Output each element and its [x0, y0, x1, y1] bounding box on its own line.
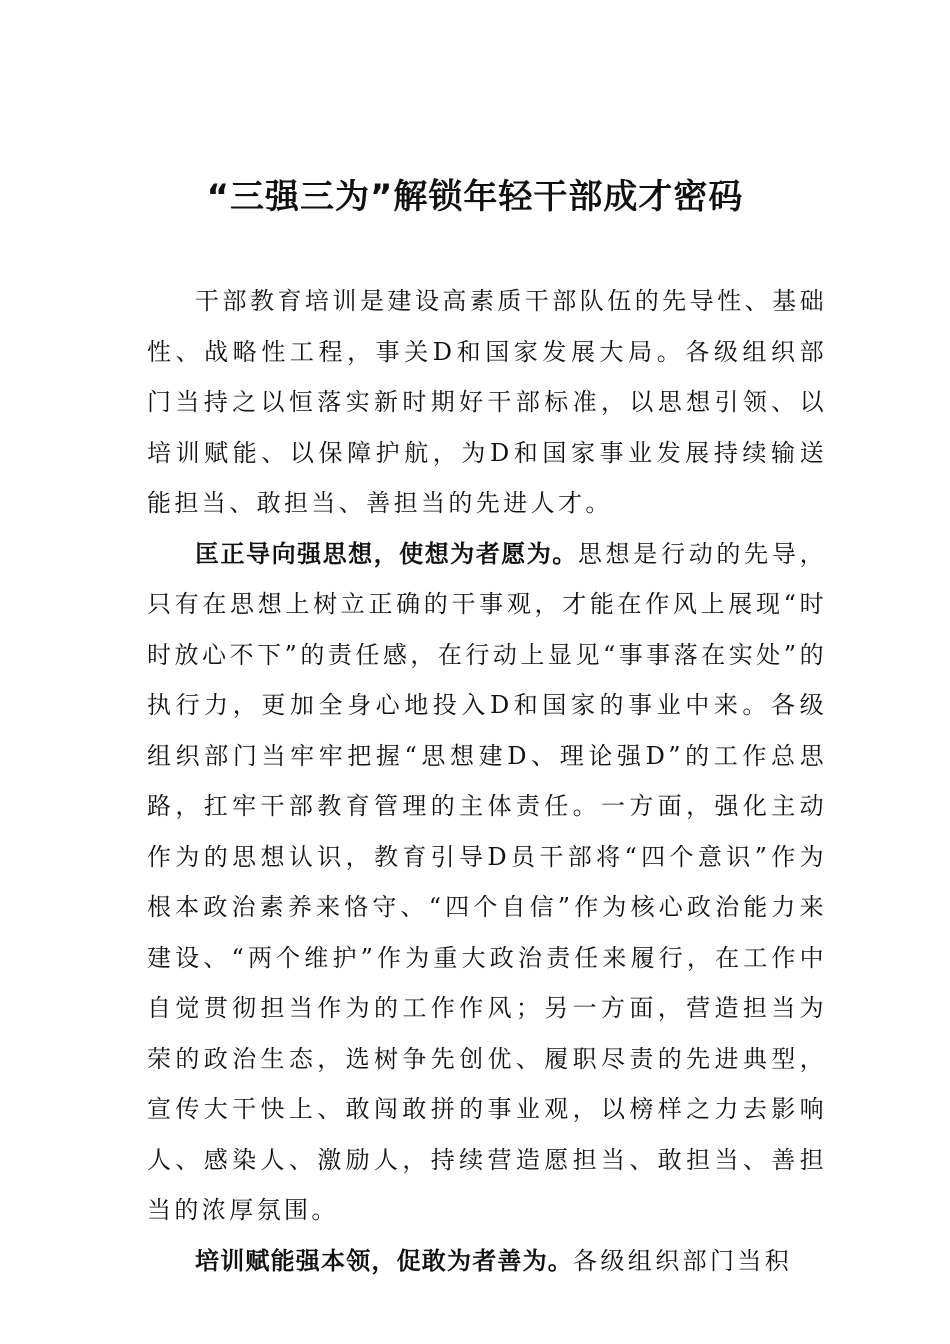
paragraph-lead-heading: 匡正导向强思想，使想为者愿为。: [195, 539, 578, 568]
paragraph-text: 思想是行动的先导，只有在思想上树立正确的干事观，才能在作风上展现“时时放心不下”的责任感，在行动上显见“事事落在实处”的执行力，更加全身心地投入D和国家的事业中来。各级组织部门当牢牢把握“思想建D、理论强D”的工作总思路，扛牢干部教育管理的主体责任。一方面，强化主动作为的思想认识，教育引导D员干部将“四个意识”作为根本政治素养来恪守、“四个自信”作为核心政治能力来建设、“两个维护”作为重大政治责任来履行，在工作中自觉贯彻担当作为的工作作风；另一方面，营造担当为荣的政治生态，选树争先创优、履职尽责的先进典型，宣传大干快上、敢闯敢拼的事业观，以榜样之力去影响人、感染人、激励人，持续营造愿担当、敢担当、善担当的浓厚氛围。: [147, 539, 827, 1224]
paragraph-thought: [147, 529, 827, 1236]
document-title: “三强三为”解锁年轻干部成才密码: [206, 177, 744, 217]
paragraph-intro: [147, 276, 827, 529]
paragraph-training: [147, 1236, 827, 1287]
paragraph-lead-heading: 培训赋能强本领，促敢为者善为。: [195, 1246, 573, 1275]
paragraph-text: 干部教育培训是建设高素质干部队伍的先导性、基础性、战略性工程，事关D和国家发展大局。各级组织部门当持之以恒落实新时期好干部标准，以思想引领、以培训赋能、以保障护航，为D和国家事业发展持续输送能担当、敢担当、善担当的先进人才。: [147, 287, 827, 517]
document-body: [147, 276, 827, 1286]
paragraph-text: 各级组织部门当积: [573, 1246, 793, 1275]
